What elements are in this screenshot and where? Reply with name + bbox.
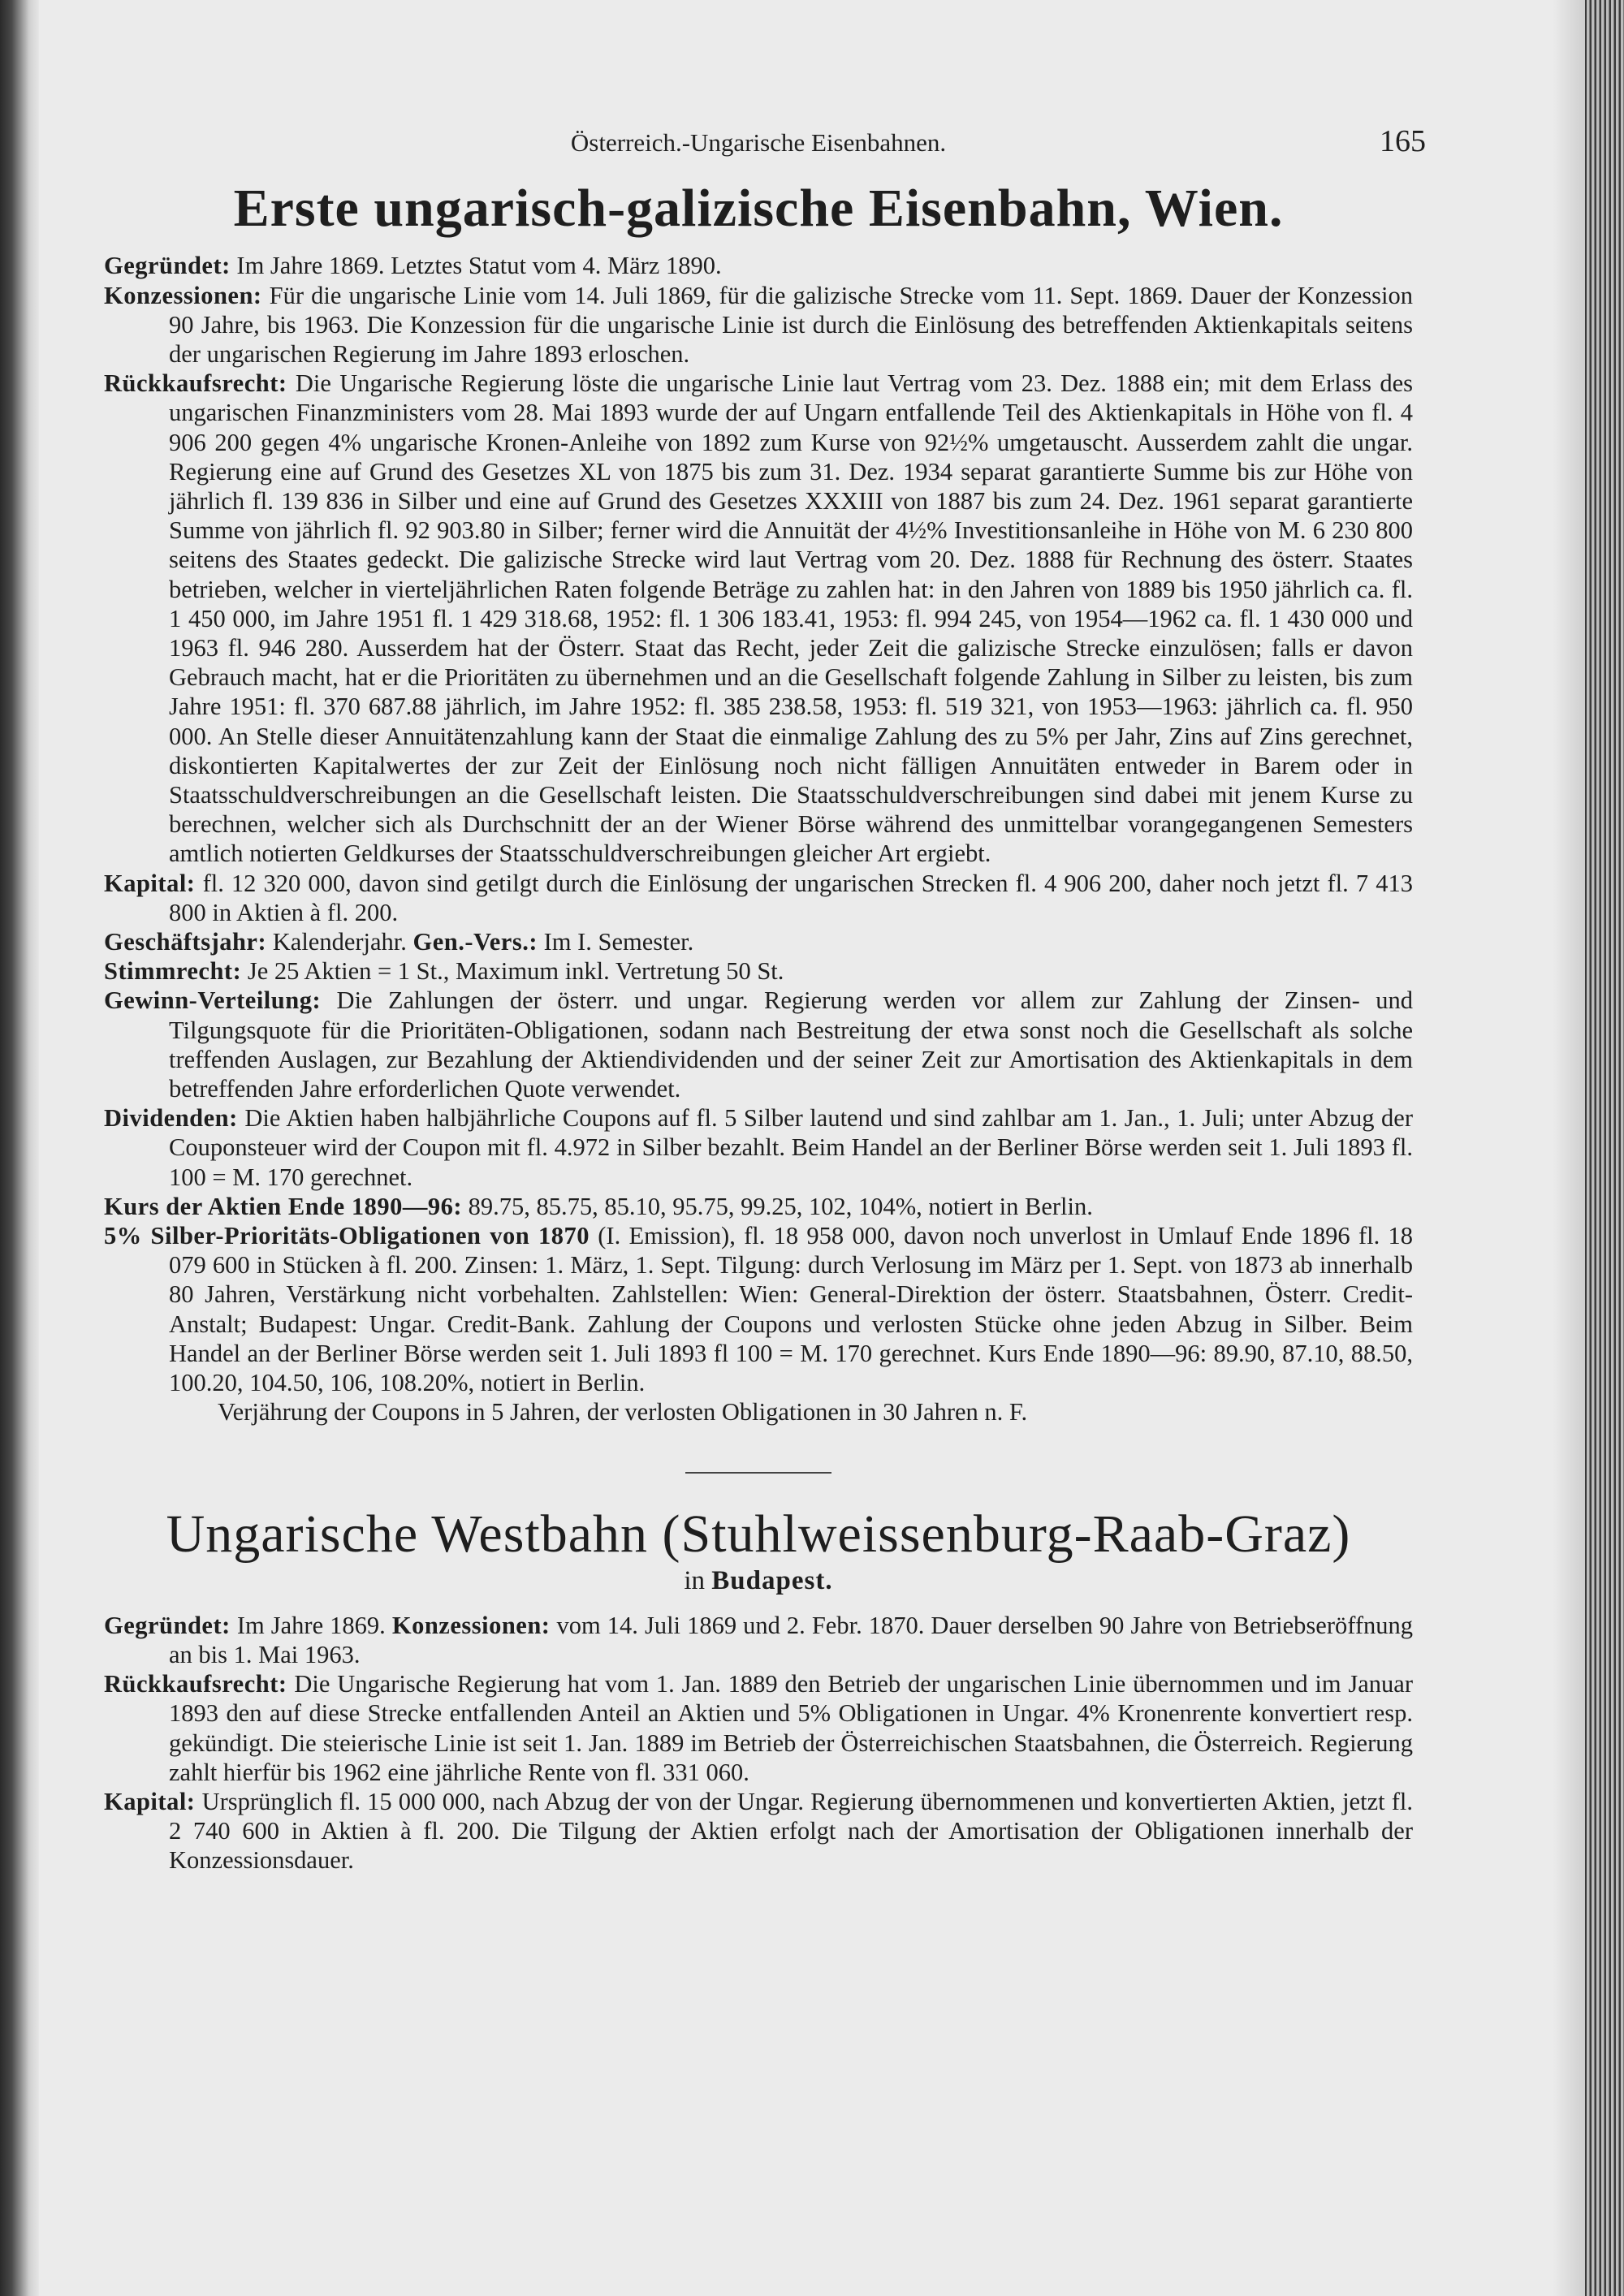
entry-gegruendet: Gegründet: Im Jahre 1869. Letztes Statut vom 4. März 1890. [104,252,722,280]
section-title-galizische: Erste ungarisch-galizische Eisenbahn, Wien. [233,179,1284,238]
note-verjaehrung: Verjährung der Coupons in 5 Jahren, der verlosten Obligationen in 30 Jahren n. F. [218,1398,1028,1426]
entry-w-rueckkaufsrecht: Rückkaufsrecht: Die Ungarische Regierung hat vom 1. Jan. 1889 den Betrieb der ungarischen Linie übernommen und im Januar 1893 den auf diese Strecke entfallenden Anteil an Aktien und 5% Obligationen in Ungar. 4% Kronenrente konvertiert resp. gekündigt. Die steierische Linie ist seit 1. Jan. 1889 im Betrieb der Österreichischen Staatsbahnen, die Österreich. Regierung zahlt hierfür bis 1962 eine jährliche Rente von fl. 331 060. [104,1670,1413,1786]
entry-kurs-aktien: Kurs der Aktien Ende 1890—96: 89.75, 85.75, 85.10, 95.75, 99.25, 102, 104%, notiert in Berlin. [104,1192,1093,1220]
entry-kapital: Kapital: fl. 12 320 000, davon sind getilgt durch die Einlösung der ungarischen Strecken fl. 4 906 200, daher noch jetzt fl. 7 413 800 in Aktien à fl. 200. [104,869,1413,926]
entry-w-gegruendet: Gegründet: Im Jahre 1869. Konzessionen: vom 14. Juli 1869 und 2. Febr. 1870. Dauer derselben 90 Jahre von Betriebseröffnung an bis 1. Mai 1963. [104,1611,1413,1668]
entry-stimmrecht: Stimmrecht: Je 25 Aktien = 1 St., Maximum inkl. Vertretung 50 St. [104,957,784,986]
entry-geschaeftsjahr: Geschäftsjahr: Kalenderjahr. Gen.-Vers.: Im I. Semester. [104,927,694,956]
entry-prioritaets-obligationen: 5% Silber-Prioritäts-Obligationen von 1870 (I. Emission), fl. 18 958 000, davon noch unverlost in Umlauf Ende 1896 fl. 18 079 600 in Stücken à fl. 200. Zinsen: 1. März, 1. Sept. Tilgung: durch Verlosung im März per 1. Sept. von 1873 ab innerhalb 80 Jahren, Verstärkung nicht vorbehalten. Zahlstellen: Wien: General-Direktion der österr. Staatsbahnen, Österr. Credit-Anstalt; Budapest: Ungar. Credit-Bank. Zahlung der Coupons und verlosten Stücke ohne jeden Abzug in Silber. Beim Handel an der Berliner Börse werden seit 1. Juli 1893 fl 100 = M. 170 gerechnet. Kurs Ende 1890—96: 89.90, 87.10, 88.50, 100.20, 104.50, 106, 108.20%, notiert in Berlin. [104,1222,1413,1397]
page-stack-edge [1585,0,1624,2296]
entry-gewinn-verteilung: Gewinn-Verteilung: Die Zahlungen der österr. und ungar. Regierung werden vor allem zur Zahlung der Zinsen- und Tilgungsquote für die Prioritäten-Obligationen, sodann nach Bestreitung der etwa sonst noch die Gesellschaft als solche treffenden Auslagen, zur Bezahlung der Aktiendividenden und der seiner Zeit zur Amortisation des Aktienkapitals in dem betreffenden Jahre erforderlichen Quote verwendet. [104,986,1413,1103]
page-number: 165 [1380,124,1426,158]
entry-dividenden: Dividenden: Die Aktien haben halbjährliche Coupons auf fl. 5 Silber lautend und sind zahlbar am 1. Jan., 1. Juli; unter Abzug der Couponsteuer wird der Coupon mit fl. 4.972 in Silber bezahlt. Beim Handel an der Berliner Börse werden seit 1. Juli 1893 fl. 100 = M. 170 gerechnet. [104,1104,1413,1191]
page-gutter-shadow [1553,0,1585,2296]
page-content [104,122,1426,1875]
entry-w-kapital: Kapital: Ursprünglich fl. 15 000 000, nach Abzug der von der Ungar. Regierung übernommenen und konvertierten Aktien, jetzt fl. 2 740 600 in Aktien à fl. 200. Die Tilgung der Aktien erfolgt nach der Amortisation der Obligationen innerhalb der Konzessionsdauer. [104,1787,1413,1875]
running-title: Österreich.-Ungarische Eisenbahnen. [570,128,947,157]
entry-konzessionen: Konzessionen: Für die ungarische Linie vom 14. Juli 1869, für die galizische Strecke vom 11. Sept. 1869. Dauer der Konzession 90 Jahre, bis 1963. Die Konzession für die ungarische Linie ist durch die Einlösung des betreffenden Aktienkapitals seitens der ungarischen Regierung im Jahre 1893 erloschen. [104,281,1413,368]
section-divider [685,1472,831,1474]
page-binding-edge [0,0,39,2296]
entry-rueckkaufsrecht: Rückkaufsrecht: Die Ungarische Regierung löste die ungarische Linie laut Vertrag vom 23. Dez. 1888 ein; mit dem Erlass des ungarischen Finanzministers vom 28. Mai 1893 wurde der auf Ungarn entfallende Teil des Aktienkapitals in Höhe von fl. 4 906 200 gegen 4% ungarische Kronen-Anleihe von 1892 zum Kurse von 92½% umgetauscht. Ausserdem zahlt die ungar. Regierung eine auf Grund des Gesetzes XL von 1875 bis zum 31. Dez. 1934 separat garantierte Summe bis zur Höhe von jährlich fl. 139 836 in Silber und eine auf Grund des Gesetzes XXXIII von 1887 bis zum 24. Dez. 1961 separat garantierte Summe von jährlich fl. 92 903.80 in Silber; ferner wird die Annuität der 4½% Investitionsanleihe in Höhe von M. 6 230 800 seitens des Staates gedeckt. Die galizische Strecke wird laut Vertrag vom 20. Dez. 1888 für Rechnung des österr. Staates betrieben, welcher in vierteljährlichen Raten folgende Beträge zu zahlen hat: in den Jahren von 1889 bis 1950 jährlich ca. fl. 1 450 000, im Jahre 1951 fl. 1 429 318.68, 1952: fl. 1 306 183.41, 1953: fl. 994 245, von 1954—1962 ca. fl. 1 430 000 und 1963 fl. 946 280. Ausserdem hat der Österr. Staat das Recht, jeder Zeit die galizische Strecke einzulösen; falls er davon Gebrauch macht, hat er die Prioritäten zu übernehmen und an die Gesellschaft folgende Zahlung in Silber zu leisten, bis zum Jahre 1951: fl. 370 687.88 jährlich, im Jahre 1952: fl. 385 238.58, 1953: fl. 519 321, von 1953—1963: jährlich ca. fl. 950 000. An Stelle dieser Annuitätenzahlung kann der Staat die einmalige Zahlung des zu 5% per Jahr, Zins auf Zins gerechnet, diskontierten Kapitalwertes der zur Zeit der Einlösung noch nicht fälligen Annuitäten entweder in Barem oder in Staatsschuldverschreibungen an die Gesellschaft leisten. Die Staatsschuldverschreibungen sind dabei mit jenem Kurse zu berechnen, welcher sich als Durchschnitt der an der Wiener Börse während des unmittelbar vorangegangenen Semesters amtlich notierten Geldkurses der Staatsschuldverschreibungen gleicher Art ergiebt. [104,369,1413,868]
subtitle-city: Budapest. [711,1565,833,1595]
section-subtitle: in Budapest. [684,1565,833,1595]
running-header [104,122,1426,159]
section-title-westbahn: Ungarische Westbahn (Stuhlweissenburg-Raab-Graz) [166,1504,1351,1564]
